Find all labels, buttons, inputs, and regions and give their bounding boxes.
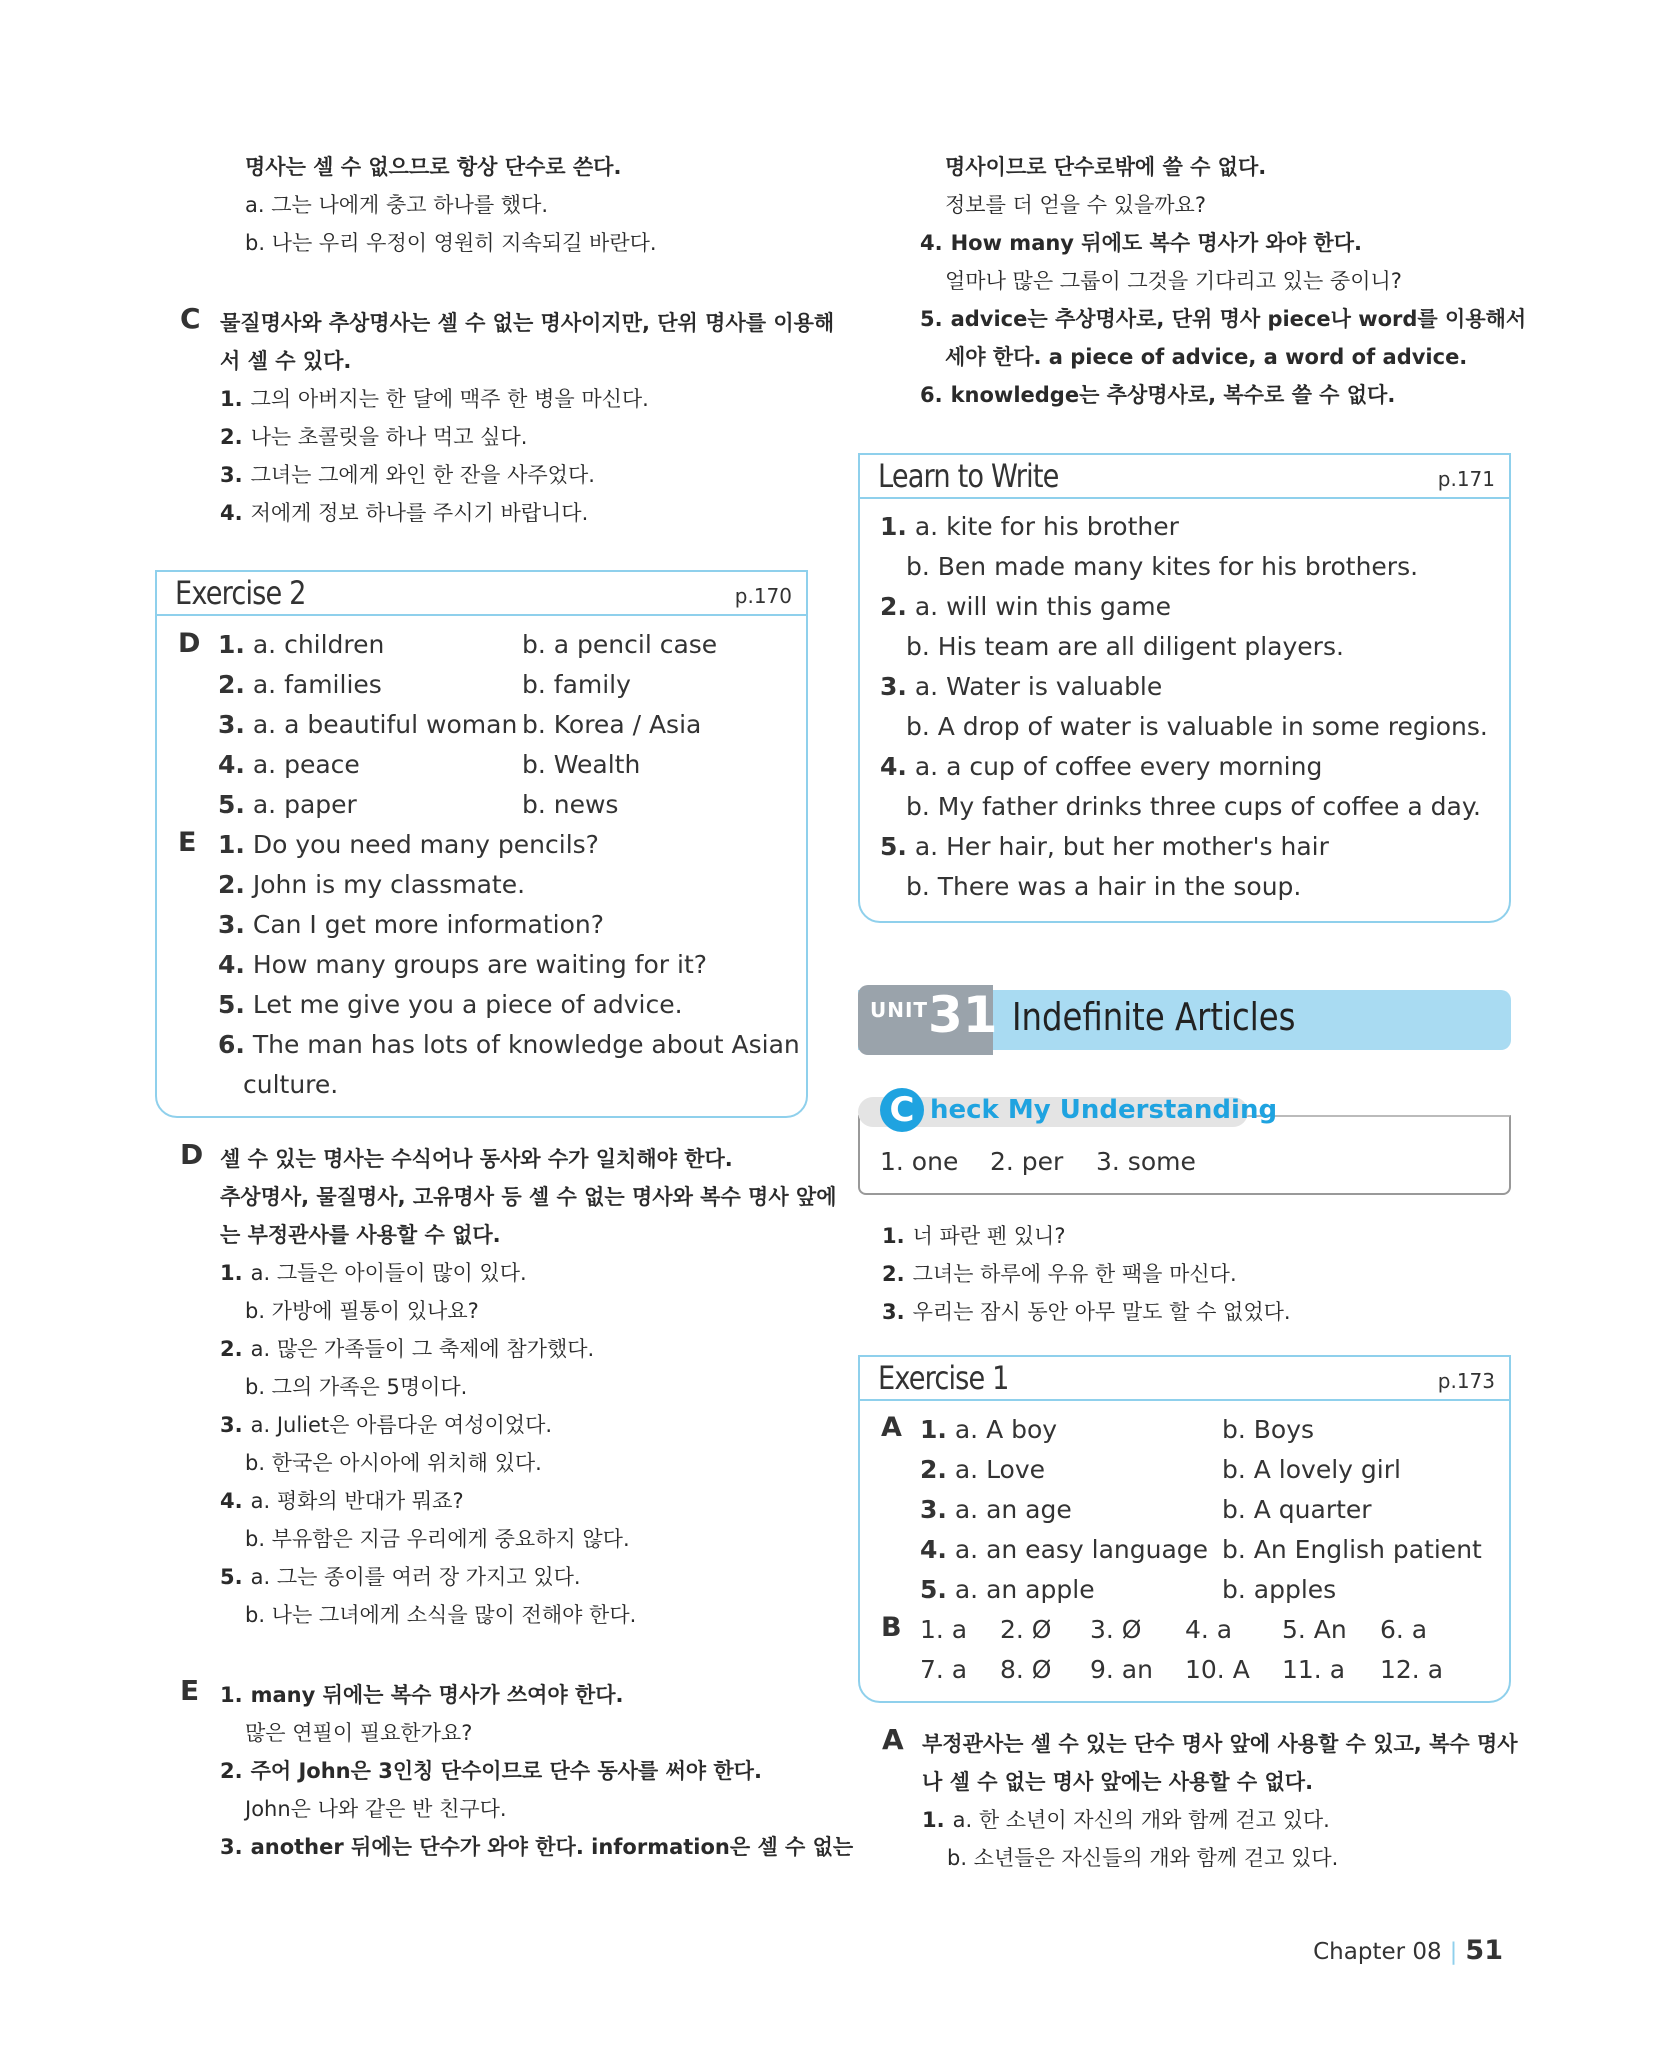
answer-item: b. family bbox=[522, 670, 631, 699]
section-letter: A bbox=[882, 1723, 904, 1756]
section-letter: D bbox=[178, 628, 201, 659]
answer-item: b. A lovely girl bbox=[1222, 1455, 1401, 1484]
answer-item: 5. a. Her hair, but her mother's hair bbox=[880, 832, 1329, 861]
answer-item: b. There was a hair in the soup. bbox=[906, 872, 1302, 901]
text-line: 세야 한다. a piece of advice, a word of advice. bbox=[945, 345, 1468, 369]
answer-item: 2. a. Love bbox=[920, 1455, 1046, 1484]
text-line: 서 셀 수 있다. bbox=[220, 349, 352, 373]
text-line: 2. 주어 John은 3인칭 단수이므로 단수 동사를 써야 한다. bbox=[220, 1759, 762, 1783]
answer-item: 10. A bbox=[1185, 1655, 1250, 1684]
text-line: 2. a. 많은 가족들이 그 축제에 참가했다. bbox=[220, 1337, 595, 1361]
text-line: b. 한국은 아시아에 위치해 있다. bbox=[245, 1451, 542, 1475]
answer-item: 1. a bbox=[920, 1615, 968, 1644]
page-reference: p.173 bbox=[1437, 1369, 1495, 1393]
answer-item: 8. Ø bbox=[1000, 1655, 1052, 1684]
answer-item: 12. a bbox=[1380, 1655, 1444, 1684]
answer-item: 2. per bbox=[990, 1147, 1064, 1176]
chapter-label: Chapter 08 bbox=[1313, 1939, 1442, 1965]
section-letter: E bbox=[180, 1674, 200, 1707]
text-line: 1. 너 파란 펜 있니? bbox=[882, 1224, 1066, 1248]
page-number: 51 bbox=[1465, 1935, 1503, 1966]
text-line: 3. 그녀는 그에게 와인 한 잔을 사주었다. bbox=[220, 463, 595, 487]
section-letter: A bbox=[881, 1412, 902, 1443]
answer-item: b. A quarter bbox=[1222, 1495, 1372, 1524]
text-line: 부정관사는 셀 수 있는 단수 명사 앞에 사용할 수 있고, 복수 명사 bbox=[922, 1732, 1518, 1756]
answer-item: 1. a. children bbox=[218, 630, 385, 659]
answer-item: b. Boys bbox=[1222, 1415, 1315, 1444]
text-line: 3. a. Juliet은 아름다운 여성이었다. bbox=[220, 1413, 553, 1437]
answer-item: 4. How many groups are waiting for it? bbox=[218, 950, 708, 979]
answer-item: 3. a. a beautiful woman bbox=[218, 710, 518, 739]
text-line: b. 나는 우리 우정이 영원히 지속되길 바란다. bbox=[245, 231, 657, 255]
text-line: 는 부정관사를 사용할 수 없다. bbox=[220, 1223, 501, 1247]
text-line: 1. a. 한 소년이 자신의 개와 함께 걷고 있다. bbox=[922, 1808, 1330, 1832]
answer-item: b. Ben made many kites for his brothers. bbox=[906, 552, 1419, 581]
answer-item: 4. a bbox=[1185, 1615, 1233, 1644]
unit-number: 31 bbox=[928, 986, 998, 1044]
section-letter: B bbox=[881, 1612, 902, 1643]
text-line: 많은 연필이 필요한가요? bbox=[245, 1721, 473, 1745]
text-line: 얼마나 많은 그룹이 그것을 기다리고 있는 중이니? bbox=[945, 269, 1402, 293]
text-line: b. 그의 가족은 5명이다. bbox=[245, 1375, 468, 1399]
text-line: 5. advice는 추상명사로, 단위 명사 piece나 word를 이용해서 bbox=[920, 307, 1527, 331]
section-letter: D bbox=[180, 1138, 204, 1171]
text-line: 1. 그의 아버지는 한 달에 맥주 한 병을 마신다. bbox=[220, 387, 649, 411]
answer-item: culture. bbox=[243, 1070, 339, 1099]
answer-item: 1. one bbox=[880, 1147, 959, 1176]
text-line: 6. knowledge는 추상명사로, 복수로 쓸 수 없다. bbox=[920, 383, 1396, 407]
answer-item: b. Wealth bbox=[522, 750, 641, 779]
unit-title: Indefinite Articles bbox=[1012, 995, 1296, 1039]
box-title: Exercise 2 bbox=[175, 574, 306, 612]
answer-item: 2. a. families bbox=[218, 670, 382, 699]
text-line: b. 나는 그녀에게 소식을 많이 전해야 한다. bbox=[245, 1603, 637, 1627]
box-header bbox=[157, 572, 806, 616]
box-header bbox=[860, 1357, 1509, 1401]
text-line: 3. another 뒤에는 단수가 와야 한다. information은 셀 수 없는 bbox=[220, 1835, 854, 1859]
box-title: Exercise 1 bbox=[878, 1359, 1009, 1397]
answer-item: 3. Can I get more information? bbox=[218, 910, 605, 939]
text-line: b. 가방에 필통이 있나요? bbox=[245, 1299, 479, 1323]
answer-item: 5. Let me give you a piece of advice. bbox=[218, 990, 683, 1019]
answer-item: 6. a bbox=[1380, 1615, 1428, 1644]
text-line: 추상명사, 물질명사, 고유명사 등 셀 수 없는 명사와 복수 명사 앞에 bbox=[220, 1185, 837, 1209]
page-reference: p.171 bbox=[1437, 467, 1495, 491]
answer-item: 5. a. an apple bbox=[920, 1575, 1095, 1604]
text-line: 나 셀 수 없는 명사 앞에는 사용할 수 없다. bbox=[922, 1770, 1314, 1794]
answer-item: b. Korea / Asia bbox=[522, 710, 702, 739]
answer-item: 5. An bbox=[1282, 1615, 1347, 1644]
answer-item: 3. Ø bbox=[1090, 1615, 1142, 1644]
answer-item: 3. a. an age bbox=[920, 1495, 1072, 1524]
check-heading: heck My Understanding bbox=[930, 1095, 1278, 1125]
answer-item: 2. a. will win this game bbox=[880, 592, 1171, 621]
text-line: 셀 수 있는 명사는 수식어나 동사와 수가 일치해야 한다. bbox=[220, 1147, 733, 1171]
page-reference: p.170 bbox=[734, 584, 792, 608]
text-line: 4. How many 뒤에도 복수 명사가 와야 한다. bbox=[920, 231, 1362, 255]
answer-item: 9. an bbox=[1090, 1655, 1153, 1684]
answer-item: 5. a. paper bbox=[218, 790, 357, 819]
answer-item: 6. The man has lots of knowledge about Asian bbox=[218, 1030, 800, 1059]
answer-item: 1. a. kite for his brother bbox=[880, 512, 1179, 541]
text-line: 1. many 뒤에는 복수 명사가 쓰여야 한다. bbox=[220, 1683, 624, 1707]
answer-item: 1. Do you need many pencils? bbox=[218, 830, 599, 859]
answer-item: 4. a. a cup of coffee every morning bbox=[880, 752, 1323, 781]
answer-item: b. a pencil case bbox=[522, 630, 718, 659]
text-line: 4. a. 평화의 반대가 뭐죠? bbox=[220, 1489, 464, 1513]
text-line: 5. a. 그는 종이를 여러 장 가지고 있다. bbox=[220, 1565, 581, 1589]
check-c-icon: C bbox=[880, 1088, 924, 1132]
answer-item: 3. some bbox=[1096, 1147, 1196, 1176]
answer-item: b. news bbox=[522, 790, 619, 819]
answer-item: 4. a. peace bbox=[218, 750, 360, 779]
text-line: b. 소년들은 자신들의 개와 함께 걷고 있다. bbox=[947, 1846, 1339, 1870]
answer-item: 2. Ø bbox=[1000, 1615, 1052, 1644]
text-line: 3. 우리는 잠시 동안 아무 말도 할 수 없었다. bbox=[882, 1300, 1291, 1324]
section-letter: E bbox=[178, 827, 197, 858]
text-line: 2. 나는 초콜릿을 하나 먹고 싶다. bbox=[220, 425, 528, 449]
box-header bbox=[860, 455, 1509, 499]
text-line: 4. 저에게 정보 하나를 주시기 바랍니다. bbox=[220, 501, 589, 525]
text-line: 2. 그녀는 하루에 우유 한 팩을 마신다. bbox=[882, 1262, 1237, 1286]
text-line: 1. a. 그들은 아이들이 많이 있다. bbox=[220, 1261, 527, 1285]
answer-item: 3. a. Water is valuable bbox=[880, 672, 1163, 701]
text-line: b. 부유함은 지금 우리에게 중요하지 않다. bbox=[245, 1527, 630, 1551]
answer-item: b. An English patient bbox=[1222, 1535, 1482, 1564]
answer-item: 7. a bbox=[920, 1655, 968, 1684]
answer-item: 11. a bbox=[1282, 1655, 1346, 1684]
answer-item: 4. a. an easy language bbox=[920, 1535, 1209, 1564]
section-letter: C bbox=[180, 302, 201, 335]
answer-item: b. His team are all diligent players. bbox=[906, 632, 1344, 661]
answer-item: b. My father drinks three cups of coffee a day. bbox=[906, 792, 1481, 821]
answer-item: 2. John is my classmate. bbox=[218, 870, 526, 899]
answer-item: 1. a. A boy bbox=[920, 1415, 1058, 1444]
text-line: 명사는 셀 수 없으므로 항상 단수로 쓴다. bbox=[245, 155, 622, 179]
text-line: a. 그는 나에게 충고 하나를 했다. bbox=[245, 193, 549, 217]
text-line: 물질명사와 추상명사는 셀 수 없는 명사이지만, 단위 명사를 이용해 bbox=[220, 311, 835, 335]
box-title: Learn to Write bbox=[878, 457, 1059, 495]
text-line: 명사이므로 단수로밖에 쓸 수 없다. bbox=[945, 155, 1267, 179]
text-line: John은 나와 같은 반 친구다. bbox=[245, 1797, 507, 1821]
text-line: 정보를 더 얻을 수 있을까요? bbox=[945, 193, 1206, 217]
answer-item: b. apples bbox=[1222, 1575, 1337, 1604]
answer-item: b. A drop of water is valuable in some regions. bbox=[906, 712, 1488, 741]
page-footer: Chapter 08 | 51 bbox=[1313, 1935, 1503, 1966]
unit-label: UNIT bbox=[870, 998, 929, 1022]
